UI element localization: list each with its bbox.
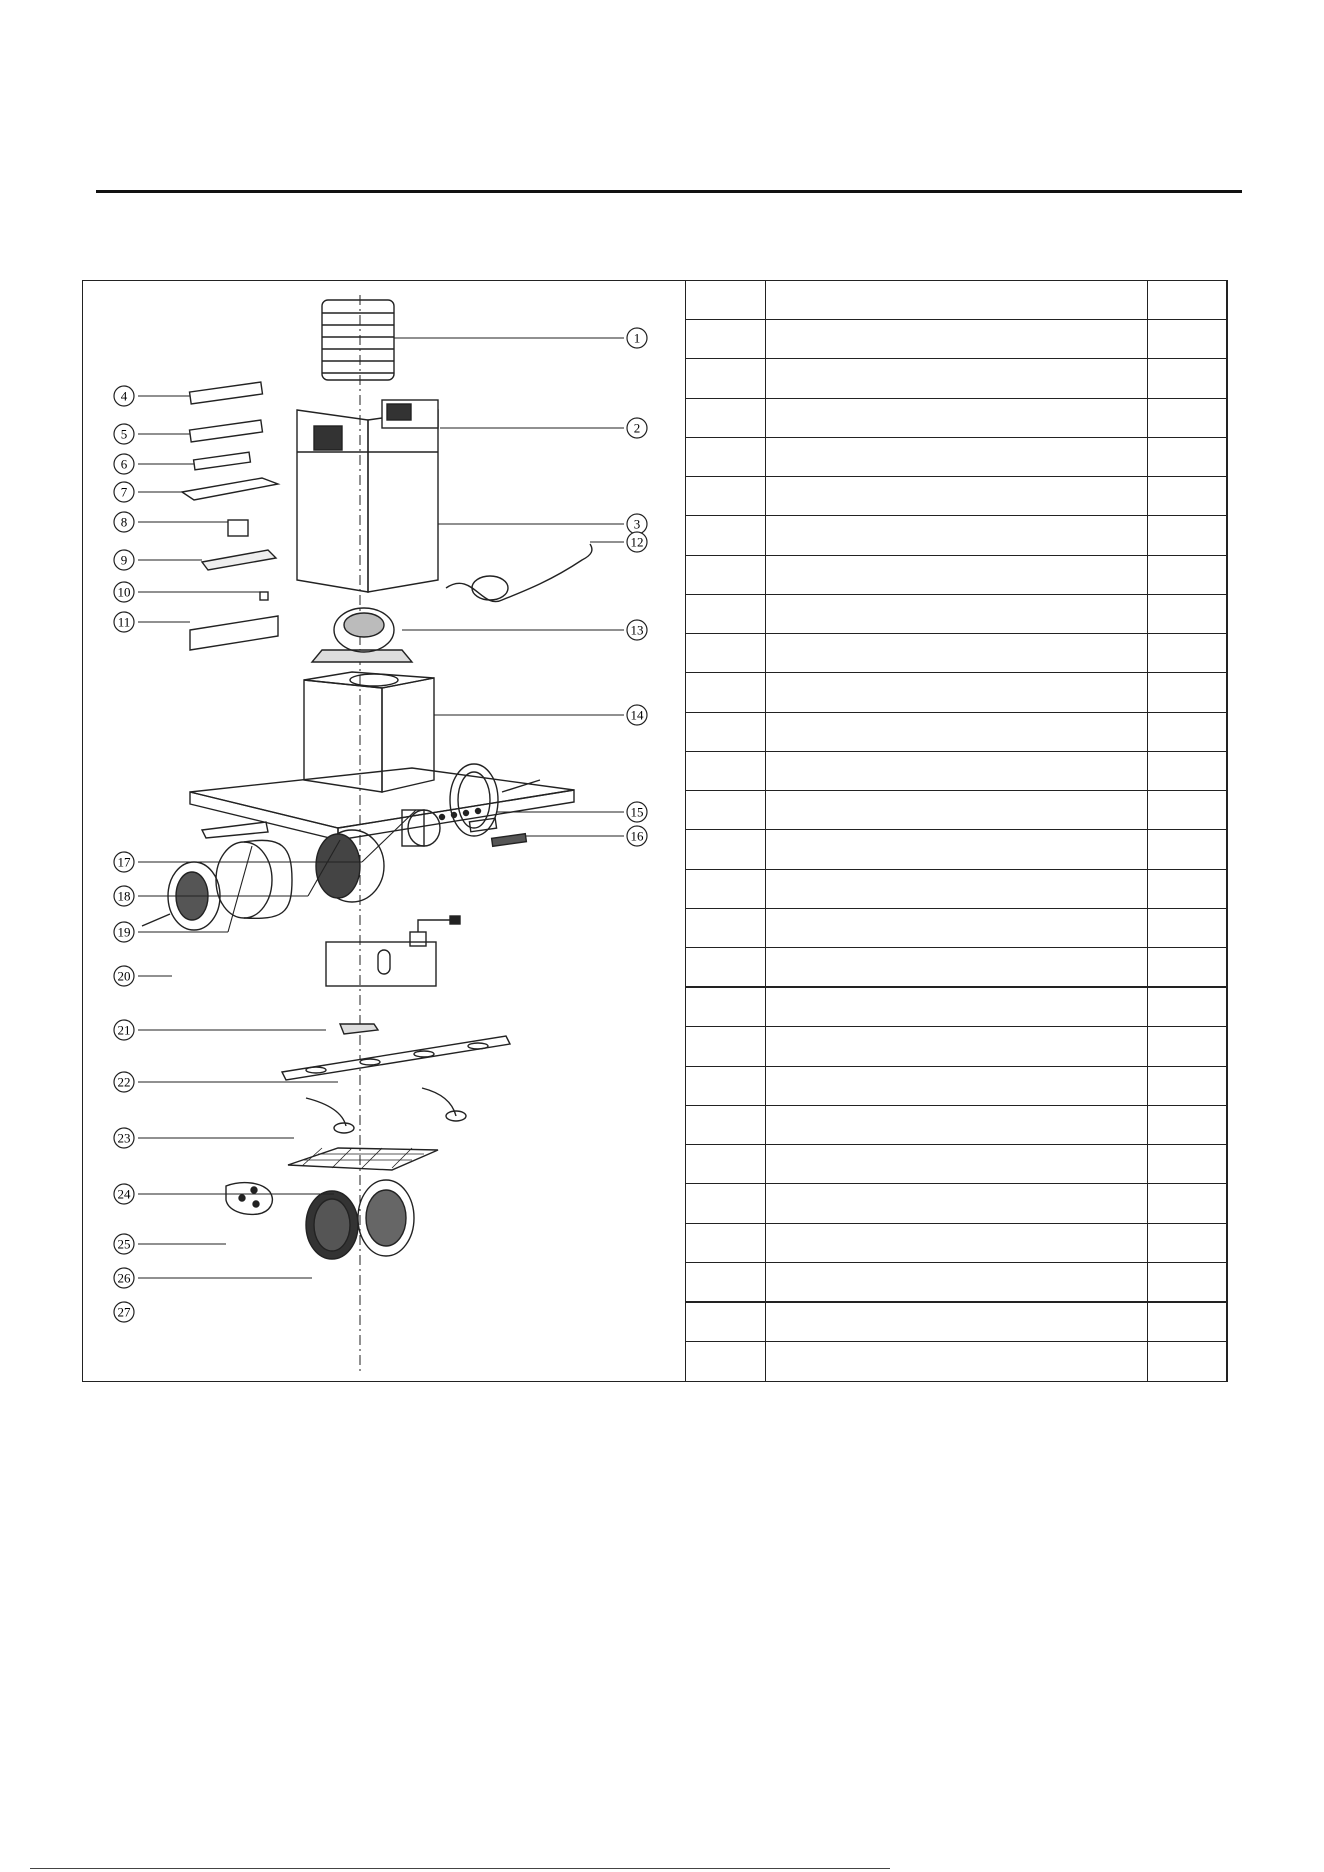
callout-number-2: 2 xyxy=(633,420,641,436)
table-cell-name xyxy=(766,673,1148,712)
table-cell-no xyxy=(686,869,766,908)
callout-number-14: 14 xyxy=(630,707,644,723)
part-17-motor xyxy=(402,810,440,846)
callout-number-4: 4 xyxy=(120,388,128,404)
table-cell-qty xyxy=(1148,634,1228,673)
table-cell-no xyxy=(686,398,766,437)
exploded-view-diagram xyxy=(82,280,686,1382)
callout-number-11: 11 xyxy=(117,614,131,630)
table-cell-qty xyxy=(1148,751,1228,790)
table-cell-qty xyxy=(1148,1066,1228,1105)
top-rule xyxy=(96,190,1242,193)
table-cell-name xyxy=(766,634,1148,673)
part-4-bracket xyxy=(190,382,263,404)
table-cell-no xyxy=(686,634,766,673)
table-cell-qty xyxy=(1148,437,1228,476)
table-row xyxy=(686,634,1228,673)
callout-number-20: 20 xyxy=(117,968,131,984)
table-cell-no xyxy=(686,1223,766,1262)
table-row xyxy=(686,516,1228,555)
table-cell-no xyxy=(686,751,766,790)
table-cell-no xyxy=(686,320,766,359)
parts-list-table xyxy=(685,280,1228,1382)
table-cell-no xyxy=(686,281,766,320)
callout-number-12: 12 xyxy=(630,534,644,550)
table-cell-qty xyxy=(1148,555,1228,594)
callout-number-5: 5 xyxy=(120,426,128,442)
table-row xyxy=(686,791,1228,830)
table-row xyxy=(686,359,1228,398)
part-18-impeller xyxy=(316,830,384,902)
table-cell-no xyxy=(686,673,766,712)
part-16-button-strip xyxy=(492,834,527,847)
table-cell-no xyxy=(686,791,766,830)
table-cell-qty xyxy=(1148,1145,1228,1184)
table-row xyxy=(686,281,1228,320)
part-9-control-board xyxy=(202,550,276,570)
table-cell-qty xyxy=(1148,947,1228,987)
callout-number-22: 22 xyxy=(117,1074,131,1090)
callout-number-8: 8 xyxy=(120,514,128,530)
part-19-blower-housing xyxy=(202,822,292,918)
table-cell-no xyxy=(686,1066,766,1105)
table-row xyxy=(686,673,1228,712)
callout-number-19: 19 xyxy=(117,924,131,940)
table-row xyxy=(686,320,1228,359)
callout-number-21: 21 xyxy=(117,1022,131,1038)
table-cell-qty xyxy=(1148,1302,1228,1342)
table-cell-name xyxy=(766,1223,1148,1262)
table-cell-name xyxy=(766,594,1148,633)
table-row xyxy=(686,947,1228,987)
part-6-plate xyxy=(194,452,251,470)
table-cell-name xyxy=(766,555,1148,594)
table-cell-name xyxy=(766,1027,1148,1066)
callout-number-23: 23 xyxy=(117,1130,131,1146)
table-cell-name xyxy=(766,320,1148,359)
callout-number-13: 13 xyxy=(630,622,644,638)
table-row xyxy=(686,398,1228,437)
table-cell-name xyxy=(766,791,1148,830)
table-cell-qty xyxy=(1148,594,1228,633)
table-row xyxy=(686,1105,1228,1144)
table-cell-qty xyxy=(1148,516,1228,555)
table-cell-name xyxy=(766,869,1148,908)
table-cell-no xyxy=(686,1184,766,1223)
table-row xyxy=(686,437,1228,476)
part-5-bracket xyxy=(190,420,263,442)
table-cell-name xyxy=(766,987,1148,1027)
callout-number-1: 1 xyxy=(633,330,641,346)
table-cell-qty xyxy=(1148,712,1228,751)
table-cell-no xyxy=(686,555,766,594)
part-26-screws xyxy=(226,1183,272,1215)
table-row xyxy=(686,1184,1228,1223)
table-cell-name xyxy=(766,751,1148,790)
part-2-upper-chimney xyxy=(297,400,438,592)
table-cell-qty xyxy=(1148,320,1228,359)
table-row xyxy=(686,1262,1228,1302)
table-cell-name xyxy=(766,947,1148,987)
part-15-switch-label xyxy=(469,818,496,832)
callout-number-25: 25 xyxy=(117,1236,131,1252)
table-cell-qty xyxy=(1148,477,1228,516)
table-row xyxy=(686,555,1228,594)
table-cell-no xyxy=(686,359,766,398)
part-14-hood-body xyxy=(190,672,574,840)
table-cell-no xyxy=(686,1105,766,1144)
table-row xyxy=(686,869,1228,908)
part-7-control-housing xyxy=(182,478,278,500)
table-cell-name xyxy=(766,1184,1148,1223)
table-row xyxy=(686,1223,1228,1262)
table-cell-no xyxy=(686,594,766,633)
table-row xyxy=(686,1342,1228,1382)
table-row xyxy=(686,908,1228,947)
table-cell-name xyxy=(766,712,1148,751)
table-cell-no xyxy=(686,437,766,476)
table-cell-name xyxy=(766,830,1148,869)
part-22-cover-box xyxy=(340,1024,378,1034)
callout-number-17: 17 xyxy=(117,854,131,870)
part-25-grease-filter xyxy=(288,1148,438,1170)
table-cell-name xyxy=(766,398,1148,437)
table-row xyxy=(686,1066,1228,1105)
callout-number-7: 7 xyxy=(120,484,128,500)
table-cell-qty xyxy=(1148,1342,1228,1382)
table-cell-no xyxy=(686,1027,766,1066)
part-21-mounting-plate xyxy=(326,916,460,986)
table-row xyxy=(686,477,1228,516)
table-cell-qty xyxy=(1148,398,1228,437)
table-cell-qty xyxy=(1148,673,1228,712)
callout-number-6: 6 xyxy=(120,456,128,472)
part-10-small-chip xyxy=(260,592,268,600)
table-cell-no xyxy=(686,1262,766,1302)
table-cell-name xyxy=(766,477,1148,516)
part-13-motor-cover xyxy=(312,608,412,662)
table-cell-no xyxy=(686,830,766,869)
table-cell-name xyxy=(766,1066,1148,1105)
table-cell-name xyxy=(766,516,1148,555)
table-cell-qty xyxy=(1148,1105,1228,1144)
table-cell-name xyxy=(766,1105,1148,1144)
table-cell-name xyxy=(766,437,1148,476)
table-cell-qty xyxy=(1148,830,1228,869)
part-12-cable xyxy=(446,544,592,602)
table-cell-qty xyxy=(1148,281,1228,320)
table-cell-qty xyxy=(1148,1027,1228,1066)
callout-number-9: 9 xyxy=(120,552,128,568)
table-cell-no xyxy=(686,477,766,516)
table-cell-qty xyxy=(1148,987,1228,1027)
table-cell-qty xyxy=(1148,1262,1228,1302)
table-cell-qty xyxy=(1148,359,1228,398)
table-row xyxy=(686,712,1228,751)
part-11-switch-box xyxy=(190,616,278,650)
table-cell-no xyxy=(686,712,766,751)
part-8-transformer xyxy=(228,520,248,536)
table-cell-name xyxy=(766,908,1148,947)
table-cell-name xyxy=(766,281,1148,320)
table-cell-no xyxy=(686,516,766,555)
table-cell-name xyxy=(766,1302,1148,1342)
table-cell-qty xyxy=(1148,1223,1228,1262)
table-cell-name xyxy=(766,1262,1148,1302)
callout-number-27: 27 xyxy=(117,1304,131,1320)
callout-number-3: 3 xyxy=(633,516,641,532)
table-cell-no xyxy=(686,1302,766,1342)
callout-number-26: 26 xyxy=(117,1270,131,1286)
table-cell-qty xyxy=(1148,908,1228,947)
bottom-rule xyxy=(30,1868,890,1869)
table-cell-no xyxy=(686,1145,766,1184)
table-row xyxy=(686,751,1228,790)
table-row xyxy=(686,987,1228,1027)
callout-number-10: 10 xyxy=(117,584,131,600)
part-24-lamps xyxy=(306,1088,466,1133)
table-cell-name xyxy=(766,1342,1148,1382)
callout-number-18: 18 xyxy=(117,888,131,904)
callout-number-16: 16 xyxy=(630,828,644,844)
table-row xyxy=(686,830,1228,869)
table-cell-no xyxy=(686,1342,766,1382)
table-cell-qty xyxy=(1148,791,1228,830)
table-cell-qty xyxy=(1148,869,1228,908)
table-row xyxy=(686,1027,1228,1066)
table-cell-no xyxy=(686,987,766,1027)
table-row xyxy=(686,1302,1228,1342)
callout-number-24: 24 xyxy=(117,1186,131,1202)
table-row xyxy=(686,594,1228,633)
part-1-duct-connector xyxy=(322,300,394,380)
table-cell-name xyxy=(766,1145,1148,1184)
callout-number-15: 15 xyxy=(630,804,644,820)
table-cell-qty xyxy=(1148,1184,1228,1223)
table-cell-no xyxy=(686,947,766,987)
table-row xyxy=(686,1145,1228,1184)
table-cell-no xyxy=(686,908,766,947)
table-cell-name xyxy=(766,359,1148,398)
